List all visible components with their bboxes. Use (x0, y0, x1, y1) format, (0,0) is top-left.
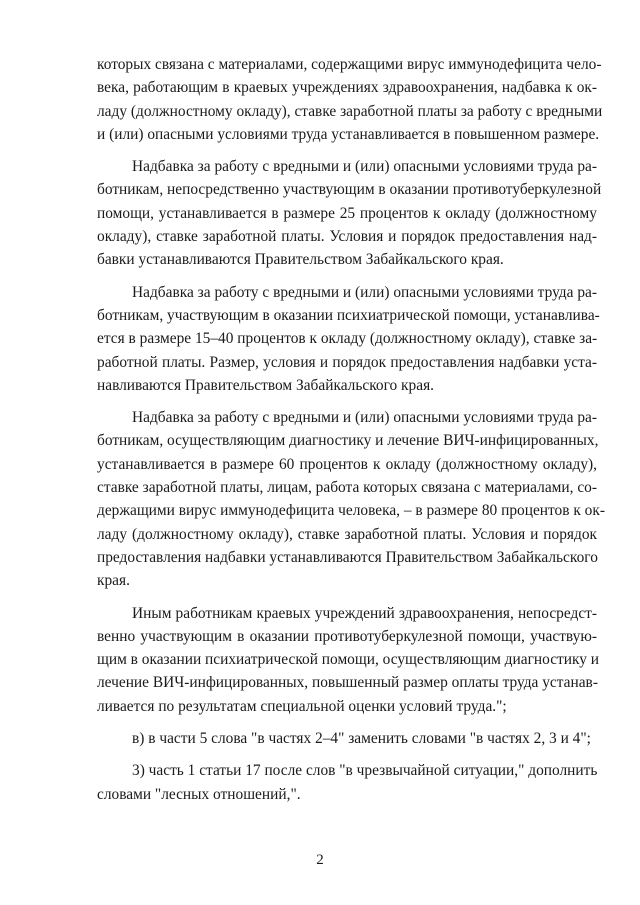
text-line: 3) часть 1 статьи 17 после слов "в чрезвычайной ситуации," дополнить (132, 762, 598, 780)
text-line: ботникам, осуществляющим диагностику и лечение ВИЧ-инфицированных, (97, 432, 599, 450)
text-line: которых связана с материалами, содержащими вирус иммунодефицита чело- (97, 56, 602, 73)
paragraph (97, 759, 597, 806)
paragraph (97, 53, 603, 146)
text-line: Надбавка за работу с вредными и (или) опасными условиями труда ра- (132, 409, 597, 427)
text-line: навливаются Правительством Забайкальского края. (97, 376, 434, 394)
paragraph (97, 155, 602, 271)
text-line: лечение ВИЧ-инфицированных, повышенный размер оплаты труда устанав- (97, 674, 598, 692)
text-line: края. (97, 572, 130, 590)
text-line: словами "лесных отношений,". (97, 785, 301, 803)
text-line: и (или) опасными условиями труда устанавливается в повышенном размере. (97, 125, 600, 143)
text-line: держащими вирус иммунодефицита человека, – в размере 80 процентов к ок- (97, 502, 605, 520)
paragraph (97, 281, 600, 397)
text-line: ботникам, участвующим в оказании психиатрической помощи, устанавлива- (97, 306, 600, 324)
text-line: щим в оказании психиатрической помощи, осуществляющим диагностику и (97, 651, 600, 669)
document-body (97, 53, 605, 815)
text-line: окладу), ставке заработной платы. Условия и порядок предоставления над- (97, 228, 597, 246)
text-line: ботникам, непосредственно участвующим в оказании противотуберкулезной (97, 181, 602, 199)
text-line: Надбавка за работу с вредными и (или) опасными условиями труда ра- (132, 283, 597, 301)
text-line: ладу (должностному окладу), ставке заработной платы. Условия и порядок (97, 525, 597, 543)
text-line: предоставления надбавки устанавливаются Правительством Забайкальского (97, 548, 598, 566)
paragraph (97, 602, 600, 718)
text-line: ется в размере 15–40 процентов к окладу (должностному окладу), ставке за- (97, 330, 598, 348)
text-line: в) в части 5 слова "в частях 2–4" заменить словами "в частях 2, 3 и 4"; (132, 730, 591, 748)
text-line: венно участвующим в оказании противотуберкулезной помощи, участвую- (97, 627, 597, 645)
paragraph (97, 727, 597, 750)
text-line: устанавливается в размере 60 процентов к окладу (должностному окладу), (97, 455, 597, 473)
paragraph (97, 406, 605, 592)
text-line: века, работающим в краевых учреждениях здравоохранения, надбавка к ок- (97, 79, 597, 97)
text-line: помощи, устанавливается в размере 25 процентов к окладу (должностному (97, 204, 597, 222)
text-line: работной платы. Размер, условия и порядок предоставления надбавки уста- (97, 353, 597, 371)
page-number: 2 (316, 852, 324, 868)
text-line: бавки устанавливаются Правительством Забайкальского края. (97, 251, 504, 269)
text-line: ставке заработной платы, лицам, работа которых связана с материалами, со- (97, 479, 597, 497)
text-line: ладу (должностному окладу), ставке заработной платы за работу с вредными (97, 102, 603, 120)
text-line: ливается по результатам специальной оценки условий труда."; (97, 697, 507, 715)
text-line: Иным работникам краевых учреждений здравоохранения, непосредст- (132, 604, 597, 622)
text-line: Надбавка за работу с вредными и (или) опасными условиями труда ра- (132, 158, 597, 176)
